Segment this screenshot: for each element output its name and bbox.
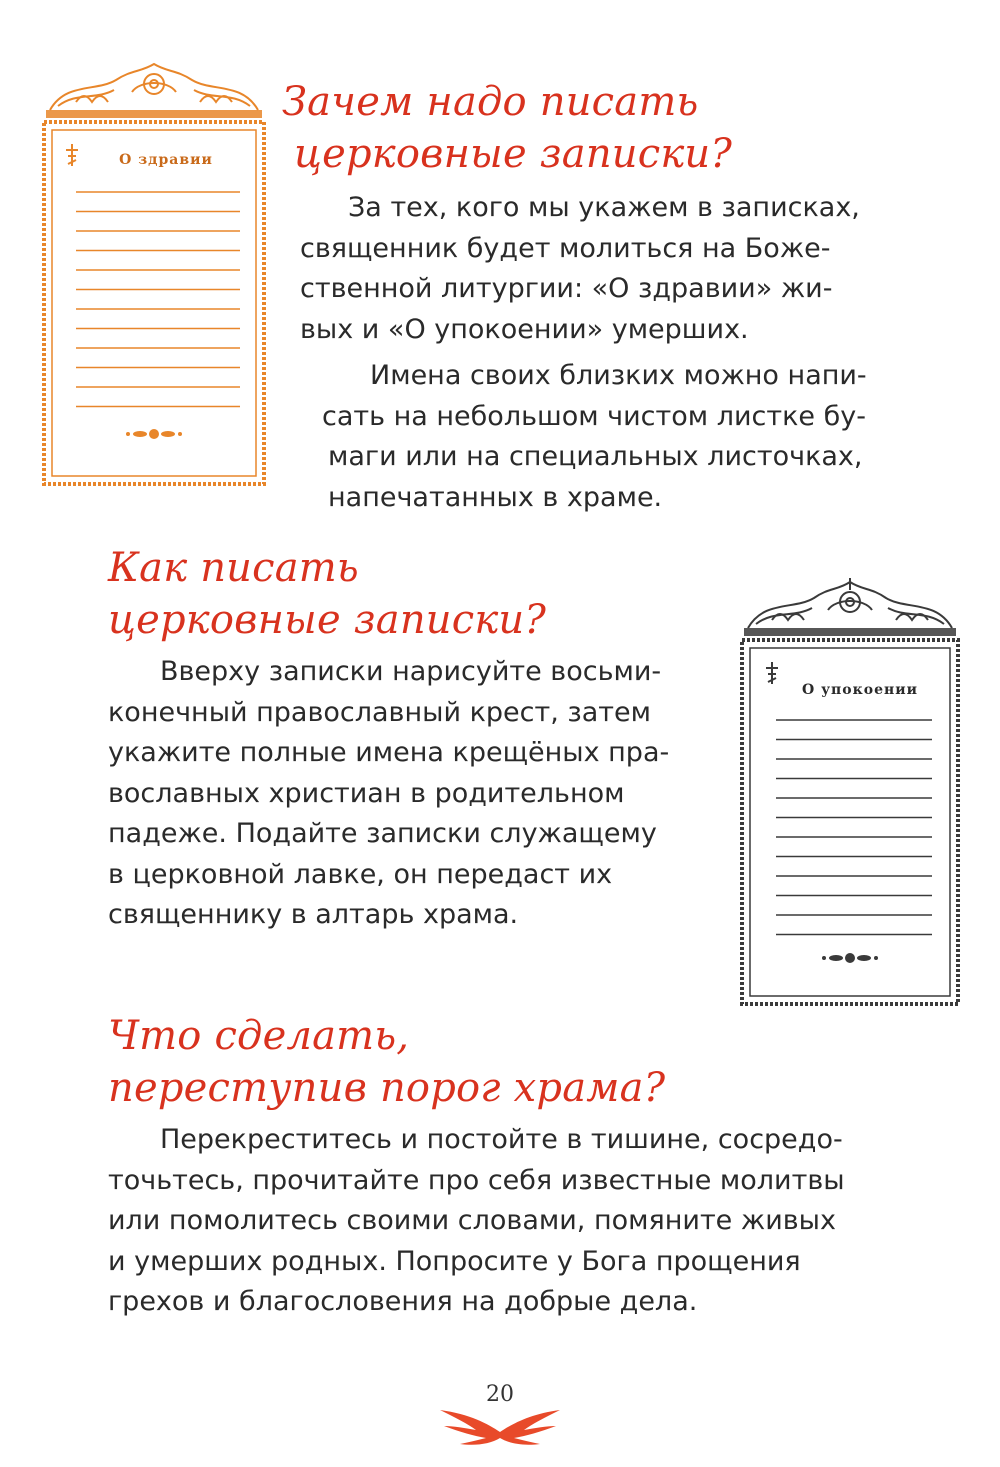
text-line: Вверху записки нарисуйте восьми- bbox=[160, 656, 662, 687]
paragraph bbox=[300, 188, 912, 350]
text-line: За тех, кого мы укажем в записках, bbox=[348, 192, 860, 223]
text-line: в церковной лавке, он передаст их bbox=[108, 858, 613, 890]
text-line: конечный православный крест, затем bbox=[108, 696, 651, 728]
text-line: маги или на специальных листочках, bbox=[328, 441, 863, 472]
text-line: сать на небольшом чистом листке бу- bbox=[322, 400, 866, 432]
heading-line: Что сделать, bbox=[108, 1013, 410, 1059]
note-card-health-title: О здравии bbox=[119, 152, 213, 168]
text-line: падеже. Подайте записки служащему bbox=[108, 818, 657, 849]
heading-line: Зачем надо писать bbox=[282, 79, 699, 125]
heading-line: церковные записки? bbox=[294, 131, 733, 177]
note-card-health-frame bbox=[36, 62, 272, 490]
text-line: вославных христиан в родительном bbox=[108, 777, 625, 809]
section-heading-entering bbox=[108, 1010, 665, 1114]
text-line: священник будет молиться на Боже- bbox=[300, 232, 831, 264]
text-line: и умерших родных. Попросите у Бога прощения bbox=[108, 1245, 801, 1277]
text-line: вых и «О упокоении» умерших. bbox=[300, 313, 749, 345]
text-line: укажите полные имена крещёных пра- bbox=[108, 737, 670, 768]
text-line: Перекреститесь и постойте в тишине, сосредо- bbox=[160, 1124, 843, 1155]
heading-line: Как писать bbox=[108, 545, 359, 591]
text-line: священнику в алтарь храма. bbox=[108, 899, 519, 930]
note-card-repose-title: О упокоении bbox=[802, 682, 918, 698]
section-heading-why bbox=[282, 76, 732, 180]
heading-line: переступив порог храма? bbox=[108, 1065, 666, 1111]
paragraph bbox=[108, 1120, 914, 1323]
text-line: ственной литургии: «О здравии» жи- bbox=[300, 273, 833, 304]
note-card-repose-frame bbox=[736, 578, 964, 1010]
heading-line: церковные записки? bbox=[108, 597, 547, 643]
wing-ornament-icon bbox=[430, 1404, 570, 1454]
text-line: грехов и благословения на добрые дела. bbox=[108, 1286, 698, 1317]
section-heading-how bbox=[108, 542, 546, 646]
text-line: или помолитесь своими словами, помяните живых bbox=[108, 1205, 836, 1236]
page-number: 20 bbox=[486, 1382, 514, 1407]
note-card-repose bbox=[736, 578, 964, 1010]
text-line: Имена своих близких можно напи- bbox=[370, 360, 867, 391]
text-line: напечатанных в храме. bbox=[328, 481, 663, 513]
paragraph bbox=[108, 652, 708, 936]
paragraph bbox=[322, 356, 914, 518]
text-line: точьтесь, прочитайте про себя известные молитвы bbox=[108, 1164, 845, 1196]
note-card-health bbox=[36, 62, 272, 490]
